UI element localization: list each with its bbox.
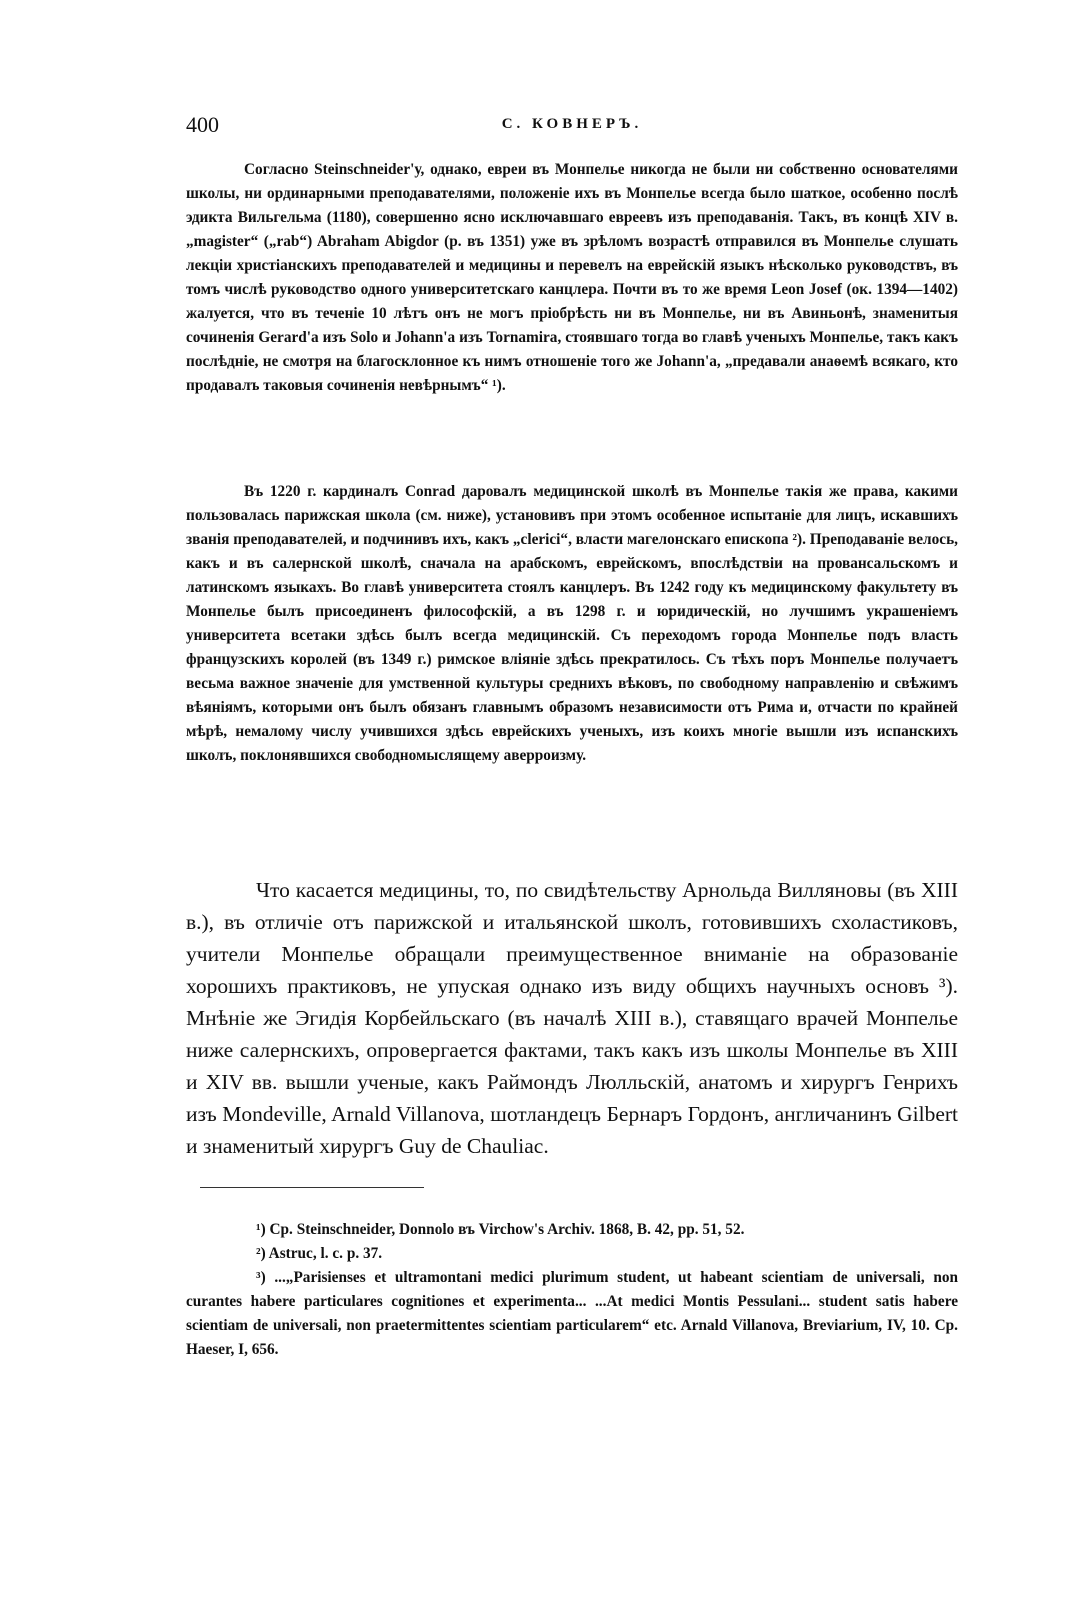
page-number: 400 (186, 112, 219, 137)
paragraph-medicine: Что касается медицины, то, по свидѣтельству Арнольда Вилляновы (въ XIII в.), въ отличіе отъ парижской и итальянской школъ, готовившихъ схоластиковъ, учители Монпелье обращали преимущественное вниманіе на образованіе хорошихъ практиковъ, не упуская однако изъ виду общихъ научныхъ основъ ³). Мнѣніе же Эгидія Корбейльскаго (въ началѣ XIII в.), ставящаго врачей Монпелье ниже салернскихъ, опровергается фактами, такъ какъ изъ школы Монпелье въ XIII и XIV вв. вышли ученые, какъ Раймондъ Люлльскій, анатомъ и хирургъ Генрихъ изъ Mondeville, Arnald Villanova, шотландецъ Бернаръ Гордонъ, англичанинъ Gilbert и знаменитый хирургъ Guy de Chauliac. (186, 877, 958, 1158)
paragraph-conrad-1220: Въ 1220 г. кардиналъ Conrad даровалъ медицинской школѣ въ Монпелье такія же права, какими пользовалась парижская школа (см. ниже), установивъ при этомъ особенное испытаніе для лицъ, искавшихъ званія преподавателей, и подчинивъ ихъ, какъ „clerici“, власти магелонскаго епископа ²). Преподаваніе велось, какъ и въ салернской школѣ, сначала на арабскомъ, еврейскомъ, впослѣдствіи на провансальскомъ и латинскомъ языкахъ. Во главѣ университета стоялъ канцлеръ. Въ 1242 году къ медицинскому факультету въ Монпелье былъ присоединенъ философскій, а въ 1298 г. и юридическій, но лучшимъ украшеніемъ университета всетаки здѣсь былъ всегда медицинскій. Съ переходомъ города Монпелье подъ власть французскихъ королей (въ 1349 г.) римское вліяніе здѣсь прекратилось. Съ тѣхъ поръ Монпелье получаетъ весьма важное значеніе для умственной культуры среднихъ вѣковъ, по свободному направленію и свѣжимъ вѣяніямъ, которыми онъ былъ обязанъ главнымъ образомъ независимости отъ Рима и, отчасти по крайней мѣрѣ, немалому числу учившихся здѣсь еврейскихъ ученыхъ, изъ коихъ многіе вышли изъ испанскихъ школъ, поклонявшихся свободномыслящему аверроизму. (186, 483, 958, 764)
footnote-3: ³) ...„Parisienses et ultramontani medici plurimum student, ut habeant scientiam de universali, non curantes habere particulares cognitiones et experimenta... ...At medici Montis Pessulani... student satis habere scientiam de universali, non praetermittentes scientiam particularem“ etc. Arnald Villanova, Breviarium, IV, 10. Ср. Haeser, I, 656. (186, 1269, 958, 1358)
footnotes (186, 1218, 958, 1362)
footnote-separator (200, 1187, 424, 1188)
paragraph-steinschneider: Согласно Steinschneider'у, однако, евреи въ Монпелье никогда не были ни собственно основателями школы, ни ординарными преподавателями, положеніе ихъ въ Монпелье всегда было шаткое, особенно послѣ эдикта Вильгельма (1180), совершенно ясно исключавшаго евреевъ изъ преподаванія. Такъ, въ концѣ XIV в. „magister“ („rab“) Abraham Abigdor (р. въ 1351) уже въ зрѣломъ возрастѣ отправился въ Монпелье слушать лекціи христіанскихъ преподавателей и медицины и перевелъ на еврейскій языкъ нѣсколько руководствъ, въ томъ числѣ руководство одного университетскаго канцлера. Почти въ то же время Leon Josef (ок. 1394—1402) жалуется, что въ теченіе 10 лѣтъ онъ не могъ пріобрѣсть ни въ Монпелье, ни въ Авиньонѣ, знаменитыя сочиненія Gerard'а изъ Solo и Johann'а изъ Tornamira, стоявшаго тогда во главѣ ученыхъ Монпелье, такъ какъ послѣдніе, не смотря на благосклонное къ нимъ отношеніе того же Johann'а, „предавали анаѳемѣ всякаго, кто продавалъ таковыя сочиненія невѣрнымъ“ ¹). (186, 161, 958, 394)
page-header (186, 112, 958, 146)
footnote-2: ²) Astruc, l. c. p. 37. (256, 1245, 383, 1262)
running-head: С. КОВНЕРЪ. (501, 116, 643, 132)
footnote-1: ¹) Ср. Steinschneider, Donnolo въ Virchow's Archiv. 1868, B. 42, pp. 51, 52. (256, 1221, 745, 1238)
